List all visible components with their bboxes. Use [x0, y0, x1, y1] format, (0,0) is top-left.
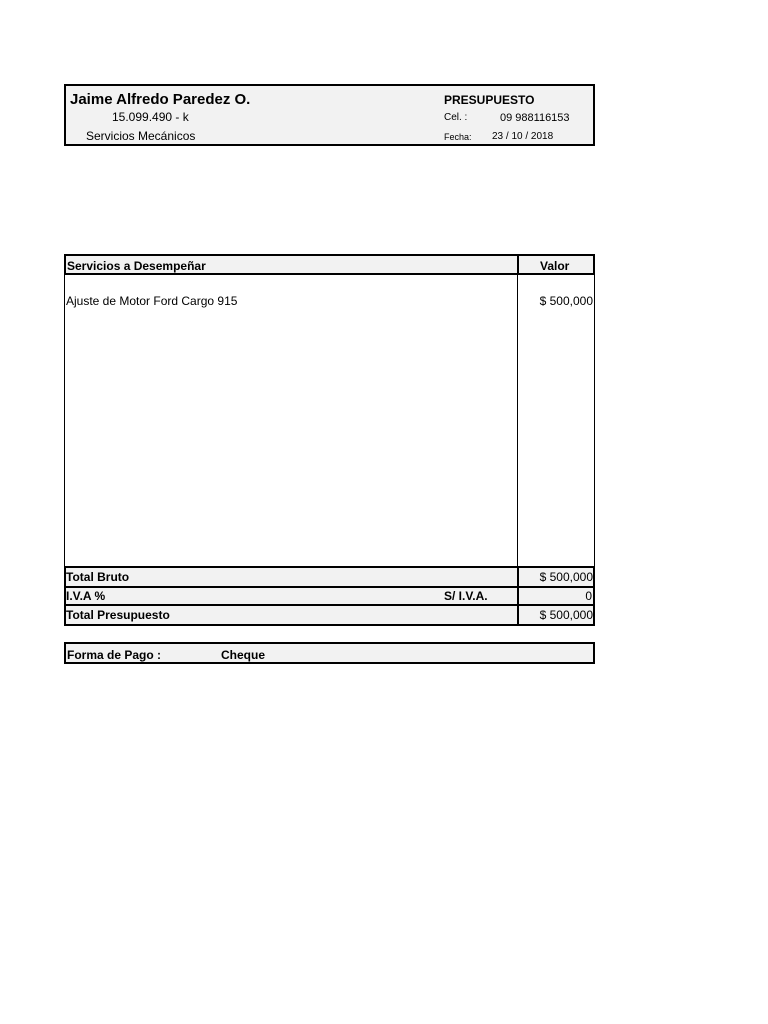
header-column-divider — [517, 256, 519, 273]
fecha-label: Fecha: — [444, 132, 472, 142]
document-type: PRESUPUESTO — [444, 93, 535, 107]
provider-business: Servicios Mecánicos — [86, 129, 196, 143]
cel-label: Cel. : — [444, 112, 468, 123]
fecha-value: 23 / 10 / 2018 — [492, 131, 554, 142]
services-table-header — [64, 254, 595, 275]
service-value: $ 500,000 — [539, 294, 593, 308]
cel-value: 09 988116153 — [500, 112, 570, 124]
total-bruto-label: Total Bruto — [66, 570, 130, 584]
provider-name: Jaime Alfredo Paredez O. — [70, 91, 251, 108]
iva-value: 0 — [585, 589, 592, 603]
column-header-value: Valor — [540, 259, 570, 273]
total-bruto-value: $ 500,000 — [539, 570, 593, 584]
service-description: Ajuste de Motor Ford Cargo 915 — [66, 294, 238, 308]
body-column-divider — [517, 275, 518, 568]
payment-box — [64, 642, 595, 664]
totals-divider-1 — [64, 586, 595, 588]
total-presupuesto-label: Total Presupuesto — [66, 608, 170, 622]
services-table-body — [64, 275, 595, 568]
iva-label: I.V.A % — [66, 589, 106, 603]
column-header-service: Servicios a Desempeñar — [67, 259, 206, 273]
payment-label: Forma de Pago : — [67, 648, 162, 662]
iva-note: S/ I.V.A. — [444, 589, 488, 603]
total-presupuesto-value: $ 500,000 — [539, 608, 593, 622]
totals-column-divider — [517, 566, 519, 626]
totals-divider-2 — [64, 604, 595, 606]
header-box — [64, 84, 595, 146]
payment-value: Cheque — [221, 648, 266, 662]
provider-rut: 15.099.490 - k — [112, 110, 189, 124]
